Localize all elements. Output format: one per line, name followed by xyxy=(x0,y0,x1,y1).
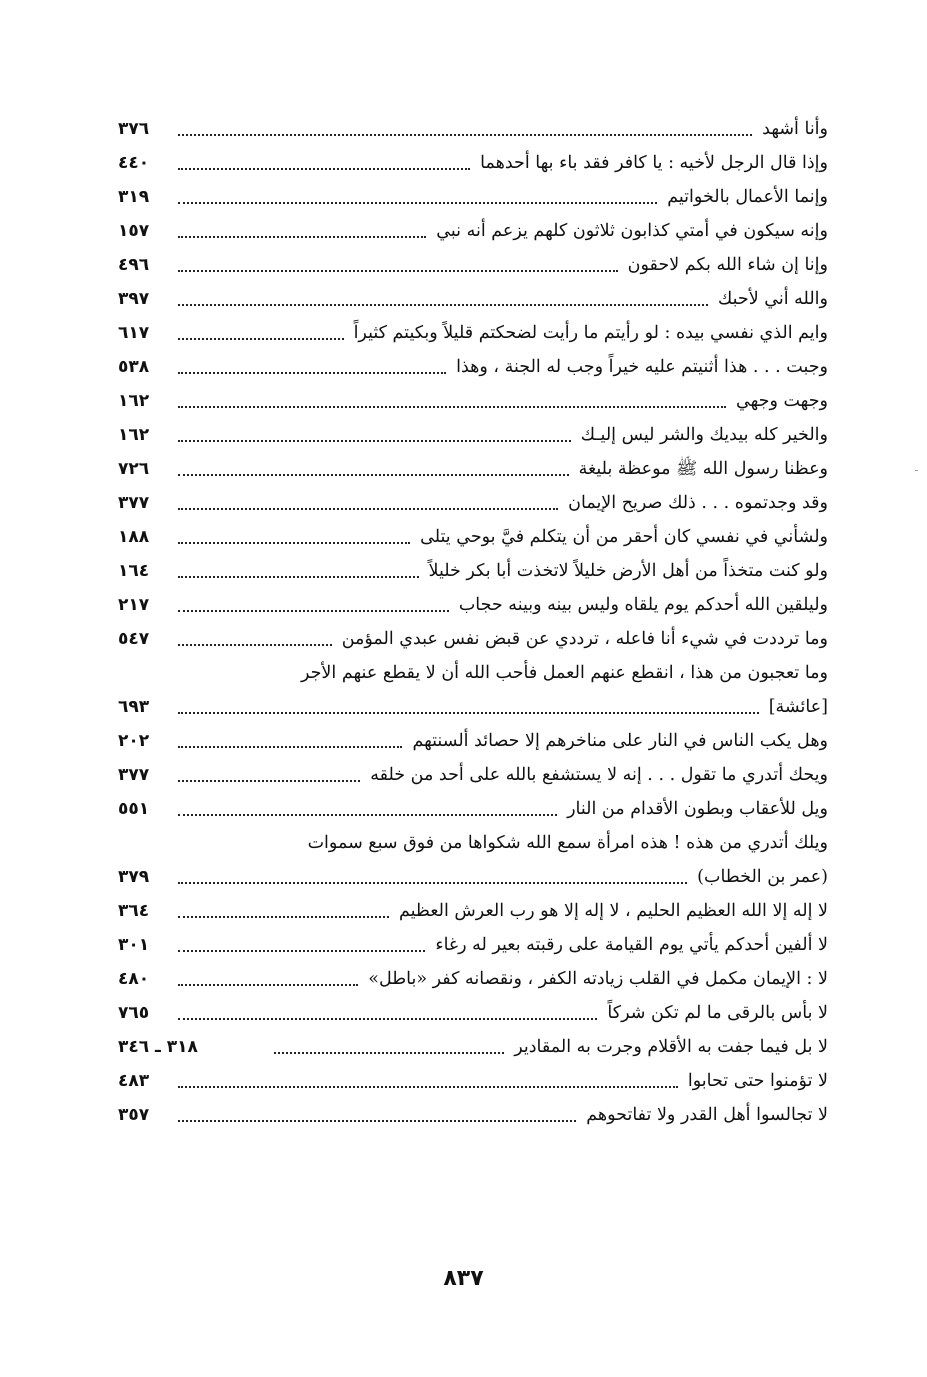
entry-text: وإنا إن شاء الله بكم لاحقون xyxy=(627,255,828,275)
index-entry xyxy=(118,180,828,214)
dot-leader xyxy=(178,473,569,476)
index-entry xyxy=(118,1098,828,1132)
entry-page-number: ١٦٢ xyxy=(118,391,150,411)
entry-page-number: ٣٧٩ xyxy=(118,867,150,887)
dot-leader xyxy=(178,439,571,442)
entry-page-number: ٤٩٦ xyxy=(118,255,150,275)
entry-text: والله أني لأحبك xyxy=(717,289,828,309)
dot-leader xyxy=(178,949,425,952)
page-number: ٨٣٧ xyxy=(443,1266,484,1291)
entry-page-number: ٣٩٧ xyxy=(118,289,150,309)
dot-leader xyxy=(274,1051,504,1054)
dot-leader xyxy=(178,235,426,238)
index-entry xyxy=(118,248,828,282)
entry-text: وقد وجدتموه . . . ذلك صريح الإيمان xyxy=(568,493,828,513)
entry-text: وإذا قال الرجل لأخيه : يا كافر فقد باء بها أحدهما xyxy=(480,153,828,173)
dot-leader xyxy=(178,133,752,136)
dot-leader xyxy=(178,779,360,782)
index-entry xyxy=(118,860,828,894)
index-entry xyxy=(118,486,828,520)
index-entry xyxy=(118,996,828,1030)
index-entry xyxy=(118,894,828,928)
entry-text-line: وما تعجبون من هذا ، انقطع عنهم العمل فأحب الله أن لا يقطع عنهم الأجر xyxy=(300,663,828,683)
dot-leader xyxy=(178,201,657,204)
index-entry xyxy=(118,928,828,962)
entry-page-number: ٤٨٠ xyxy=(118,969,150,989)
dot-leader xyxy=(178,711,759,714)
entry-page-number: ٥٣٨ xyxy=(118,357,150,377)
index-entry xyxy=(118,690,828,724)
entry-text: وجهت وجهي xyxy=(735,391,828,411)
edge-mark xyxy=(915,470,918,471)
entry-page-number: ٣٧٦ xyxy=(118,119,150,139)
entry-page-number: ٣٦٤ xyxy=(118,901,150,921)
dot-leader xyxy=(178,609,449,612)
entry-page-number: ٦١٧ xyxy=(118,323,150,343)
entry-text: وهل يكب الناس في النار على مناخرهم إلا حصائد ألسنتهم xyxy=(412,731,828,751)
entry-page-number: ٣١٩ xyxy=(118,187,150,207)
entry-page-number: ٤٨٣ xyxy=(118,1071,150,1091)
dot-leader xyxy=(178,813,557,816)
entry-text: لا بل فيما جفت به الأقلام وجرت به المقادير xyxy=(514,1037,828,1057)
dot-leader xyxy=(178,371,446,374)
entry-attribution: [عائشة] xyxy=(768,697,828,717)
entry-page-number: ٢٠٢ xyxy=(118,731,150,751)
dot-leader xyxy=(178,745,402,748)
entry-text: ولشأني في نفسي كان أحقر من أن يتكلم فيَّ بوحي يتلى xyxy=(420,527,828,547)
hadith-index-list xyxy=(118,112,828,1132)
index-entry xyxy=(118,962,828,996)
entry-text: وليلقين الله أحدكم يوم يلقاه وليس بينه وبينه حجاب xyxy=(458,595,828,615)
dot-leader xyxy=(178,881,687,884)
index-entry xyxy=(118,724,828,758)
dot-leader xyxy=(178,1085,678,1088)
entry-text: وعظنا رسول الله ﷺ موعظة بليغة xyxy=(578,459,828,479)
entry-page-number: ١٦٢ xyxy=(118,425,150,445)
index-entry xyxy=(118,622,828,656)
index-entry xyxy=(118,1030,828,1064)
dot-leader xyxy=(178,167,470,170)
entry-text: لا إله إلا الله العظيم الحليم ، لا إله إلا هو رب العرش العظيم xyxy=(398,901,828,921)
index-entry xyxy=(118,316,828,350)
entry-text: لا تؤمنوا حتى تحابوا xyxy=(687,1071,828,1091)
index-entry xyxy=(118,588,828,622)
entry-page-number: ٣١٨ ـ ٣٤٦ xyxy=(118,1037,198,1057)
dot-leader xyxy=(178,405,726,408)
index-entry xyxy=(118,146,828,180)
entry-page-number: ٢١٧ xyxy=(118,595,150,615)
entry-page-number: ٣٧٧ xyxy=(118,765,150,785)
entry-page-number: ٦٩٣ xyxy=(118,697,150,717)
index-entry xyxy=(118,282,828,316)
entry-page-number: ٧٦٥ xyxy=(118,1003,150,1023)
index-entry xyxy=(118,1064,828,1098)
entry-text: وايم الذي نفسي بيده : لو رأيتم ما رأيت لضحكتم قليلاً وبكيتم كثيراً xyxy=(353,323,828,343)
entry-text: لا تجالسوا أهل القدر ولا تفاتحوهم xyxy=(586,1105,828,1125)
entry-text: ويحك أتدري ما تقول . . . إنه لا يستشفع بالله على أحد من خلقه xyxy=(370,765,828,785)
dot-leader xyxy=(178,983,358,986)
index-entry xyxy=(118,418,828,452)
entry-page-number: ١٥٧ xyxy=(118,221,150,241)
entry-text: وأنا أشهد xyxy=(762,119,828,139)
entry-page-number: ١٨٨ xyxy=(118,527,150,547)
entry-page-number: ٣٥٧ xyxy=(118,1105,150,1125)
entry-page-number: ٥٥١ xyxy=(118,799,150,819)
index-entry xyxy=(118,758,828,792)
entry-page-number: ٣٧٧ xyxy=(118,493,150,513)
entry-text: ولو كنت متخذاً من أهل الأرض خليلاً لاتخذت أبا بكر خليلاً xyxy=(428,561,828,581)
entry-attribution: (عمر بن الخطاب) xyxy=(697,867,828,887)
dot-leader xyxy=(178,507,558,510)
entry-page-number: ٧٢٦ xyxy=(118,459,150,479)
dot-leader xyxy=(178,303,708,306)
entry-page-number: ٣٠١ xyxy=(118,935,150,955)
index-entry xyxy=(118,214,828,248)
entry-text: وجبت . . . هذا أثنيتم عليه خيراً وجب له الجنة ، وهذا xyxy=(456,357,828,377)
dot-leader xyxy=(178,1119,576,1122)
dot-leader xyxy=(178,337,344,340)
dot-leader xyxy=(178,643,332,646)
index-entry xyxy=(118,792,828,826)
dot-leader xyxy=(178,915,389,918)
entry-text: والخير كله بيديك والشر ليس إليـك xyxy=(580,425,828,445)
index-entry xyxy=(118,520,828,554)
dot-leader xyxy=(178,1017,597,1020)
dot-leader xyxy=(178,541,410,544)
dot-leader xyxy=(178,269,618,272)
index-entry xyxy=(118,554,828,588)
entry-text: وما ترددت في شيء أنا فاعله ، ترددي عن قبض نفس عبدي المؤمن xyxy=(341,629,828,649)
entry-page-number: ٤٤٠ xyxy=(118,153,150,173)
entry-text: لا ألفين أحدكم يأتي يوم القيامة على رقبته بعير له رغاء xyxy=(435,935,828,955)
entry-page-number: ١٦٤ xyxy=(118,561,150,581)
entry-text: وإنه سيكون في أمتي كذابون ثلاثون كلهم يزعم أنه نبي xyxy=(436,221,828,241)
dot-leader xyxy=(178,575,419,578)
index-entry xyxy=(118,452,828,486)
entry-page-number: ٥٤٧ xyxy=(118,629,150,649)
entry-text: لا : الإيمان مكمل في القلب زيادته الكفر ، ونقصانه كفر «باطل» xyxy=(368,969,828,989)
entry-text: لا بأس بالرقى ما لم تكن شركاً xyxy=(607,1003,828,1023)
index-entry xyxy=(118,384,828,418)
index-entry xyxy=(118,112,828,146)
entry-text-line: ويلك أتدري من هذه ! هذه امرأة سمع الله شكواها من فوق سبع سموات xyxy=(307,833,828,853)
entry-text: ويل للأعقاب وبطون الأقدام من النار xyxy=(567,799,828,819)
index-entry xyxy=(118,350,828,384)
entry-text: وإنما الأعمال بالخواتيم xyxy=(667,187,828,207)
